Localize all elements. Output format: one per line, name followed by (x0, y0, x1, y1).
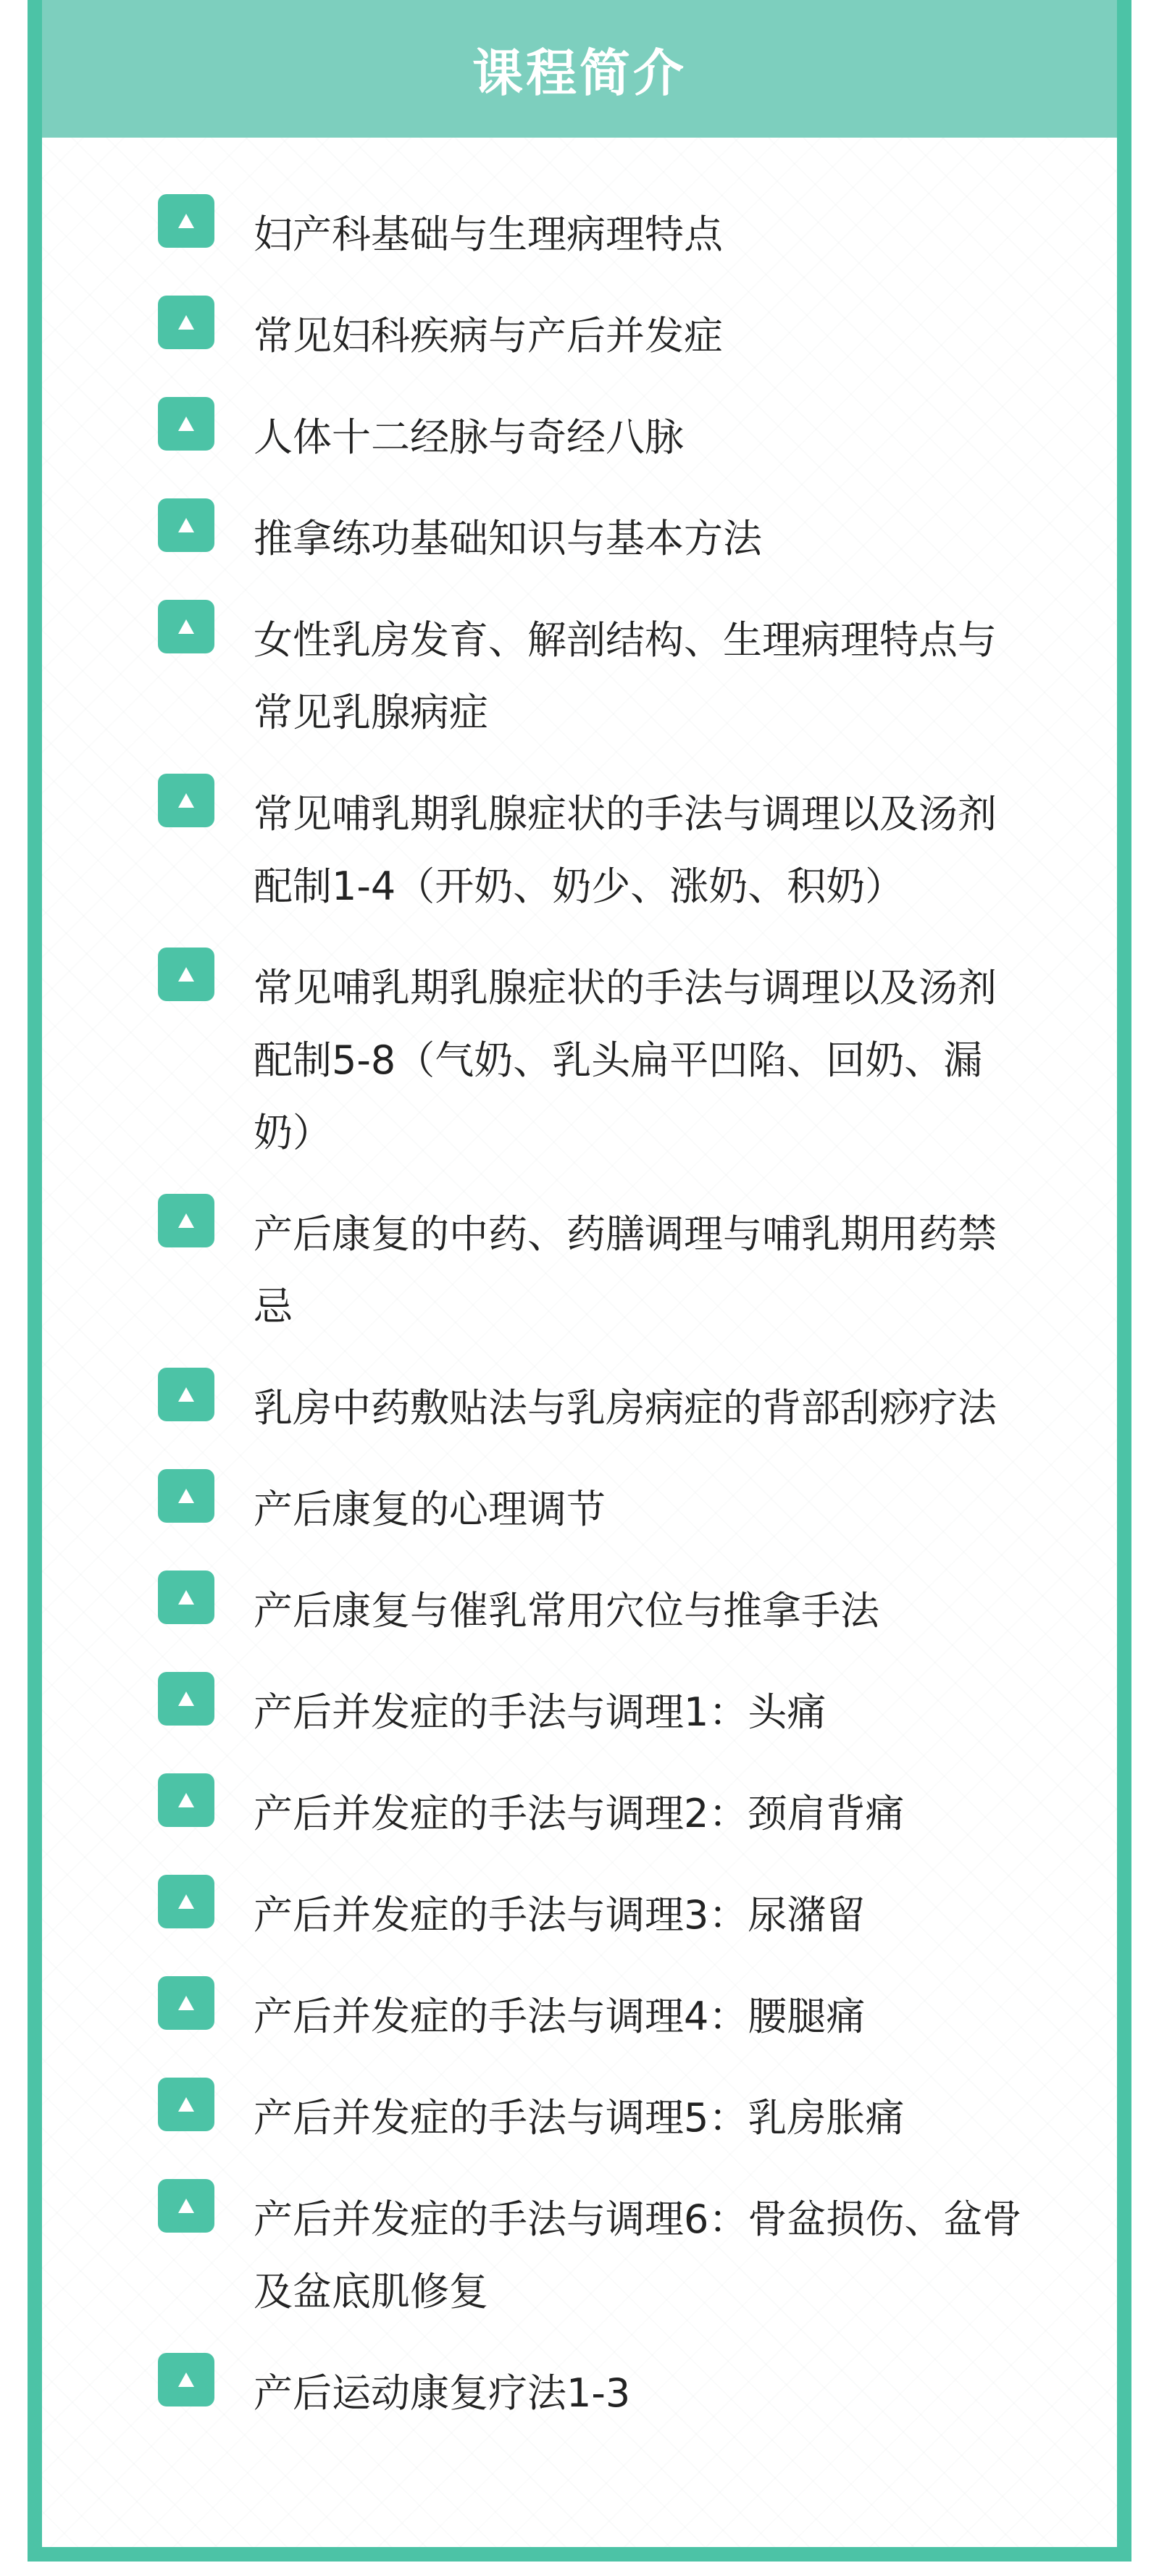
triangle-up-icon (178, 518, 194, 532)
triangle-up-icon (178, 1691, 194, 1706)
list-item-line: 常见乳腺病症 (254, 690, 488, 735)
list-item-line: 配制1-4（开奶、奶少、涨奶、积奶） (254, 863, 905, 909)
bullet-badge (158, 600, 214, 653)
list-item-line: 产后康复的心理调节 (254, 1486, 606, 1532)
list-item-line: 常见哺乳期乳腺症状的手法与调理以及汤剂 (254, 791, 997, 837)
triangle-up-icon (178, 315, 194, 330)
list-item-text (254, 1879, 1087, 1952)
list-item-line: 产后并发症的手法与调理2：颈肩背痛 (254, 1791, 905, 1836)
bullet-badge (158, 1773, 214, 1827)
list-item-line: 产后并发症的手法与调理6：骨盆损伤、盆骨 (254, 2196, 1022, 2242)
triangle-up-icon (178, 1590, 194, 1605)
list-item-text (254, 1575, 1087, 1647)
list-item-text (254, 604, 1087, 749)
list-item-text (254, 1778, 1087, 1850)
list-item-line: 及盆底肌修复 (254, 2269, 488, 2314)
bullet-badge (158, 948, 214, 1001)
triangle-up-icon (178, 2372, 194, 2387)
list-item-line: 产后运动康复疗法1-3 (254, 2370, 631, 2416)
list-item-text (254, 2183, 1087, 2328)
triangle-up-icon (178, 2199, 194, 2213)
list-item-line: 产后并发症的手法与调理1：头痛 (254, 1689, 827, 1735)
list-item-line: 产后康复与催乳常用穴位与推拿手法 (254, 1588, 879, 1634)
list-item-line: 产后并发症的手法与调理5：乳房胀痛 (254, 2095, 905, 2141)
triangle-up-icon (178, 417, 194, 431)
header-banner (42, 0, 1117, 138)
triangle-up-icon (178, 1894, 194, 1909)
bullet-badge (158, 194, 214, 248)
triangle-up-icon (178, 214, 194, 228)
bullet-badge (158, 1571, 214, 1624)
list-item-text (254, 300, 1087, 372)
bullet-badge (158, 2179, 214, 2233)
bullet-badge (158, 1469, 214, 1523)
list-item-text (254, 2357, 1087, 2430)
bullet-badge (158, 1672, 214, 1726)
triangle-up-icon (178, 1387, 194, 1402)
list-item-text (254, 198, 1087, 271)
list-item-line: 妇产科基础与生理病理特点 (254, 212, 723, 257)
list-item-text (254, 1676, 1087, 1749)
list-item-text (254, 401, 1087, 474)
list-item-text (254, 1473, 1087, 1546)
list-item-line: 常见哺乳期乳腺症状的手法与调理以及汤剂 (254, 965, 997, 1011)
triangle-up-icon (178, 1996, 194, 2010)
triangle-up-icon (178, 619, 194, 634)
list-item-line: 产后并发症的手法与调理4：腰腿痛 (254, 1994, 866, 2039)
list-item-text (254, 778, 1087, 923)
course-intro-card (28, 0, 1131, 2562)
page-title: 课程简介 (472, 43, 687, 103)
bullet-badge (158, 1368, 214, 1421)
list-item-text (254, 1372, 1087, 1444)
triangle-up-icon (178, 1489, 194, 1503)
bullet-badge (158, 498, 214, 552)
bullet-badge (158, 1194, 214, 1247)
list-item-text (254, 1198, 1087, 1343)
list-item-text (254, 952, 1087, 1169)
list-item-text (254, 2082, 1087, 2154)
bullet-badge (158, 2353, 214, 2406)
triangle-up-icon (178, 1793, 194, 1807)
bullet-badge (158, 774, 214, 827)
list-item-line: 产后并发症的手法与调理3：尿潴留 (254, 1892, 866, 1938)
triangle-up-icon (178, 967, 194, 982)
triangle-up-icon (178, 793, 194, 808)
bullet-badge (158, 2078, 214, 2131)
bullet-badge (158, 296, 214, 349)
list-item-line: 奶） (254, 1110, 332, 1155)
bullet-badge (158, 1875, 214, 1928)
list-item-line: 乳房中药敷贴法与乳房病症的背部刮痧疗法 (254, 1385, 997, 1431)
list-item-line: 女性乳房发育、解剖结构、生理病理特点与 (254, 617, 997, 663)
triangle-up-icon (178, 2097, 194, 2112)
list-item-line: 常见妇科疾病与产后并发症 (254, 313, 723, 359)
triangle-up-icon (178, 1213, 194, 1228)
list-item-line: 人体十二经脉与奇经八脉 (254, 414, 684, 460)
list-item-text (254, 503, 1087, 575)
list-item-line: 产后康复的中药、药膳调理与哺乳期用药禁 (254, 1211, 997, 1257)
bullet-badge (158, 1976, 214, 2030)
list-item-text (254, 1981, 1087, 2053)
list-item-line: 忌 (254, 1284, 293, 1329)
list-item-line: 配制5-8（气奶、乳头扁平凹陷、回奶、漏 (254, 1037, 983, 1083)
list-item-line: 推拿练功基础知识与基本方法 (254, 516, 762, 561)
bullet-badge (158, 397, 214, 451)
